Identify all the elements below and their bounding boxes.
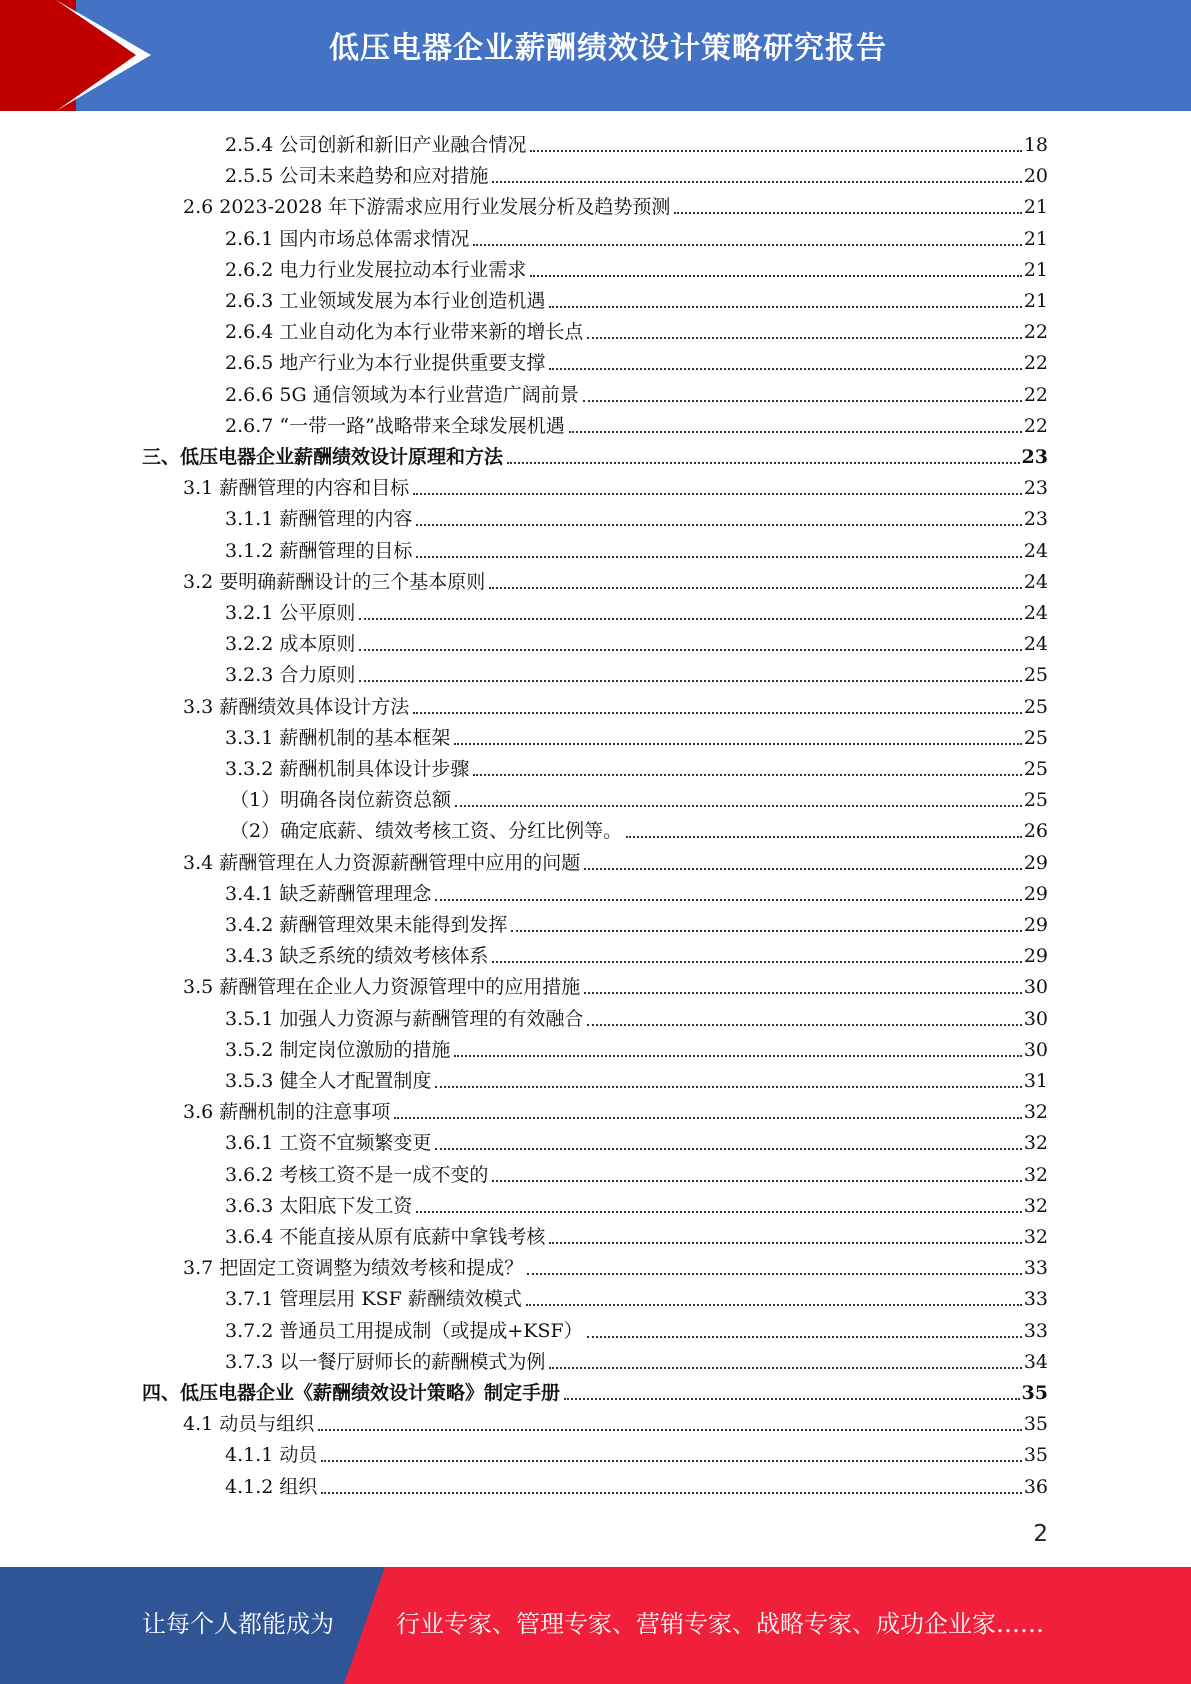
toc-dot-leader [454,1055,1021,1057]
toc-entry[interactable] [183,845,1048,875]
toc-entry-page: 23 [1021,446,1048,468]
toc-entry-label: 2.5.5 公司未来趋势和应对措施 [225,165,489,187]
toc-entry[interactable] [225,158,1048,188]
toc-entry-page: 24 [1023,602,1048,624]
toc-entry[interactable] [183,1094,1048,1124]
toc-entry-label: 3.4.3 缺乏系统的绩效考核体系 [225,945,489,967]
toc-entry-label: 2.6.7 “一带一路”战略带来全球发展机遇 [225,415,565,437]
toc-entry-page: 29 [1023,852,1048,874]
toc-entry-label: 2.6.3 工业领域发展为本行业创造机遇 [225,290,546,312]
toc-dot-leader [587,1336,1022,1338]
toc-entry-label: 3.2.3 合力原则 [225,664,356,686]
footer-slogan-left: 让每个人都能成为 [142,1610,334,1638]
toc-entry-label: 4.1 动员与组织 [183,1413,315,1435]
toc-entry-label: 3.7.3 以一餐厅厨师长的薪酬模式为例 [225,1351,546,1373]
toc-entry[interactable] [183,470,1048,500]
toc-entry-label: 2.5.4 公司创新和新旧产业融合情况 [225,134,527,156]
toc-entry[interactable] [225,1469,1048,1499]
toc-entry-label: 四、低压电器企业《薪酬绩效设计策略》制定手册 [142,1382,561,1404]
toc-dot-leader [473,244,1021,246]
toc-dot-leader [492,1180,1021,1182]
toc-entry-label: 3.1 薪酬管理的内容和目标 [183,477,410,499]
toc-entry-page: 24 [1023,540,1048,562]
toc-entry-page: 35 [1023,1444,1048,1466]
toc-entry[interactable] [225,657,1048,687]
toc-entry-page: 21 [1023,196,1048,218]
toc-dot-leader [549,1367,1021,1369]
toc-entry[interactable] [225,252,1048,282]
toc-dot-leader [492,181,1021,183]
toc-dot-leader [321,1460,1021,1462]
toc-entry[interactable] [225,1313,1048,1343]
toc-entry[interactable] [225,314,1048,344]
toc-entry-label: 2.6.6 5G 通信领域为本行业营造广阔前景 [225,384,579,406]
toc-entry-page: 32 [1023,1132,1048,1154]
toc-entry-page: 30 [1023,976,1048,998]
toc-entry[interactable] [183,969,1048,999]
toc-entry-label: 3.4 薪酬管理在人力资源薪酬管理中应用的问题 [183,852,581,874]
toc-entry-label: 3.6 薪酬机制的注意事项 [183,1101,391,1123]
toc-dot-leader [549,368,1021,370]
toc-entry-label: （1）明确各岗位薪资总额 [230,789,452,811]
toc-entry-label: 3.6.4 不能直接从原有底薪中拿钱考核 [225,1226,546,1248]
header-arrow [56,0,136,111]
toc-entry-page: 32 [1023,1226,1048,1248]
toc-entry-page: 18 [1023,134,1048,156]
toc-entry-label: 3.5.2 制定岗位激励的措施 [225,1039,451,1061]
toc-entry[interactable] [225,1063,1048,1093]
toc-entry[interactable] [225,720,1048,750]
toc-dot-leader [587,1024,1021,1026]
toc-entry-label: 3.6.3 太阳底下发工资 [225,1195,413,1217]
toc-entry[interactable] [225,1001,1048,1031]
toc-entry[interactable] [225,1157,1048,1187]
toc-dot-leader [492,961,1021,963]
toc-entry-page: 35 [1021,1382,1048,1404]
toc-entry-label: 3.5.1 加强人力资源与薪酬管理的有效融合 [225,1008,584,1030]
toc-entry-page: 26 [1023,820,1048,842]
toc-entry-page: 24 [1023,633,1048,655]
toc-entry[interactable] [230,813,1048,843]
toc-entry[interactable] [225,876,1048,906]
report-title: 低压电器企业薪酬绩效设计策略研究报告 [329,31,887,66]
toc-entry-page: 25 [1023,758,1048,780]
toc-entry-label: 3.3.1 薪酬机制的基本框架 [225,727,451,749]
toc-entry-page: 21 [1023,290,1048,312]
toc-entry-label: （2）确定底薪、绩效考核工资、分红比例等。 [230,820,623,842]
toc-entry-label: 3.2 要明确薪酬设计的三个基本原则 [183,571,486,593]
toc-entry-page: 23 [1023,508,1048,530]
toc-entry[interactable] [183,1250,1048,1280]
toc-entry[interactable] [183,1406,1048,1436]
toc-dot-leader [549,1242,1021,1244]
toc-dot-leader [435,1148,1021,1150]
toc-entry-page: 22 [1023,321,1048,343]
toc-entry-page: 29 [1023,945,1048,967]
toc-dot-leader [435,899,1021,901]
toc-entry-page: 25 [1023,789,1048,811]
toc-dot-leader [674,212,1021,214]
toc-dot-leader [435,1086,1021,1088]
toc-entry[interactable] [225,907,1048,937]
toc-entry-page: 22 [1023,384,1048,406]
toc-dot-leader [530,275,1021,277]
toc-dot-leader [416,524,1021,526]
footer-slogan-right: 行业专家、管理专家、营销专家、战略专家、成功企业家…… [396,1610,1044,1638]
toc-entry-label: 3.5.3 健全人才配置制度 [225,1070,432,1092]
toc-entry-page: 30 [1023,1008,1048,1030]
toc-entry-page: 36 [1023,1476,1048,1498]
page-header [0,0,1191,111]
toc-dot-leader [569,431,1022,433]
page-number: 2 [1033,1521,1048,1547]
toc-dot-leader [526,1304,1022,1306]
toc-entry[interactable] [225,221,1048,251]
toc-entry-label: 2.6.5 地产行业为本行业提供重要支撑 [225,352,546,374]
toc-dot-leader [530,150,1021,152]
toc-dot-leader [359,680,1021,682]
toc-entry-label: 3.3.2 薪酬机制具体设计步骤 [225,758,470,780]
toc-entry[interactable] [225,751,1048,781]
toc-entry[interactable] [225,127,1048,157]
toc-entry[interactable] [225,1281,1048,1311]
toc-entry[interactable] [142,439,1048,469]
toc-dot-leader [584,992,1022,994]
toc-entry-page: 20 [1023,165,1048,187]
toc-entry-page: 25 [1023,696,1048,718]
toc-entry-label: 3.1.1 薪酬管理的内容 [225,508,413,530]
toc-entry-label: 2.6 2023-2028 年下游需求应用行业发展分析及趋势预测 [183,196,671,218]
toc-dot-leader [394,1117,1022,1119]
toc-entry-page: 22 [1023,352,1048,374]
toc-entry[interactable] [225,1344,1048,1374]
toc-entry-label: 3.7 把固定工资调整为绩效考核和提成？ [183,1257,524,1279]
toc-entry[interactable] [225,408,1048,438]
toc-entry-label: 3.2.2 成本原则 [225,633,356,655]
toc-entry[interactable] [225,377,1048,407]
toc-dot-leader [564,1398,1020,1400]
toc-dot-leader [454,743,1021,745]
toc-entry[interactable] [142,1375,1048,1405]
toc-dot-leader [527,1273,1022,1275]
toc-entry-page: 25 [1023,727,1048,749]
toc-dot-leader [413,493,1022,495]
toc-dot-leader [549,306,1021,308]
toc-entry-label: 3.6.2 考核工资不是一成不变的 [225,1164,489,1186]
toc-entry-label: 3.7.2 普通员工用提成制（或提成+KSF） [225,1320,583,1342]
toc-dot-leader [584,868,1022,870]
toc-dot-leader [416,556,1021,558]
toc-dot-leader [318,1429,1022,1431]
toc-entry-label: 3.2.1 公平原则 [225,602,356,624]
toc-entry[interactable] [225,533,1048,563]
toc-dot-leader [321,1492,1021,1494]
toc-entry-page: 21 [1023,228,1048,250]
toc-entry[interactable] [183,189,1048,219]
toc-dot-leader [507,462,1020,464]
toc-entry[interactable] [225,501,1048,531]
toc-entry-page: 31 [1023,1070,1048,1092]
toc-entry[interactable] [183,689,1048,719]
toc-entry-page: 33 [1023,1288,1048,1310]
toc-entry-page: 22 [1023,415,1048,437]
toc-entry-page: 33 [1023,1320,1048,1342]
toc-entry-page: 33 [1023,1257,1048,1279]
toc-dot-leader [587,337,1021,339]
toc-entry-label: 2.6.2 电力行业发展拉动本行业需求 [225,259,527,281]
toc-entry-page: 32 [1023,1195,1048,1217]
toc-dot-leader [489,587,1022,589]
toc-entry-page: 21 [1023,259,1048,281]
toc-entry[interactable] [225,283,1048,313]
toc-dot-leader [359,618,1021,620]
toc-entry-page: 24 [1023,571,1048,593]
toc-entry[interactable] [225,595,1048,625]
toc-entry-page: 23 [1023,477,1048,499]
toc-entry-page: 29 [1023,914,1048,936]
toc-entry-label: 3.7.1 管理层用 KSF 薪酬绩效模式 [225,1288,522,1310]
toc-entry-label: 3.4.1 缺乏薪酬管理理念 [225,883,432,905]
page-footer [0,1567,1191,1684]
toc-entry-label: 3.4.2 薪酬管理效果未能得到发挥 [225,914,508,936]
toc-entry[interactable] [225,1125,1048,1155]
toc-entry-label: 2.6.1 国内市场总体需求情况 [225,228,470,250]
toc-entry[interactable] [225,1437,1048,1467]
toc-entry-page: 32 [1023,1164,1048,1186]
toc-entry-page: 34 [1023,1351,1048,1373]
toc-entry[interactable] [225,1219,1048,1249]
toc-entry-page: 29 [1023,883,1048,905]
toc-dot-leader [473,774,1021,776]
toc-entry[interactable] [225,1032,1048,1062]
toc-entry-label: 3.6.1 工资不宜频繁变更 [225,1132,432,1154]
toc-dot-leader [359,649,1021,651]
toc-entry-page: 35 [1023,1413,1048,1435]
toc-entry-label: 3.5 薪酬管理在企业人力资源管理中的应用措施 [183,976,581,998]
toc-entry-label: 三、低压电器企业薪酬绩效设计原理和方法 [142,446,504,468]
toc-entry[interactable] [230,782,1048,812]
toc-entry[interactable] [225,626,1048,656]
toc-dot-leader [413,712,1022,714]
toc-entry[interactable] [225,345,1048,375]
toc-entry[interactable] [183,564,1048,594]
toc-entry-label: 3.1.2 薪酬管理的目标 [225,540,413,562]
toc-dot-leader [626,836,1022,838]
toc-dot-leader [583,400,1022,402]
toc-entry[interactable] [225,938,1048,968]
toc-entry-page: 30 [1023,1039,1048,1061]
toc-entry-page: 32 [1023,1101,1048,1123]
toc-entry-page: 25 [1023,664,1048,686]
toc-entry-label: 4.1.2 组织 [225,1476,318,1498]
toc-dot-leader [511,930,1021,932]
toc-entry-label: 2.6.4 工业自动化为本行业带来新的增长点 [225,321,584,343]
toc-dot-leader [416,1211,1021,1213]
toc-entry-label: 3.3 薪酬绩效具体设计方法 [183,696,410,718]
toc-dot-leader [455,805,1022,807]
toc-entry-label: 4.1.1 动员 [225,1444,318,1466]
toc-entry[interactable] [225,1188,1048,1218]
